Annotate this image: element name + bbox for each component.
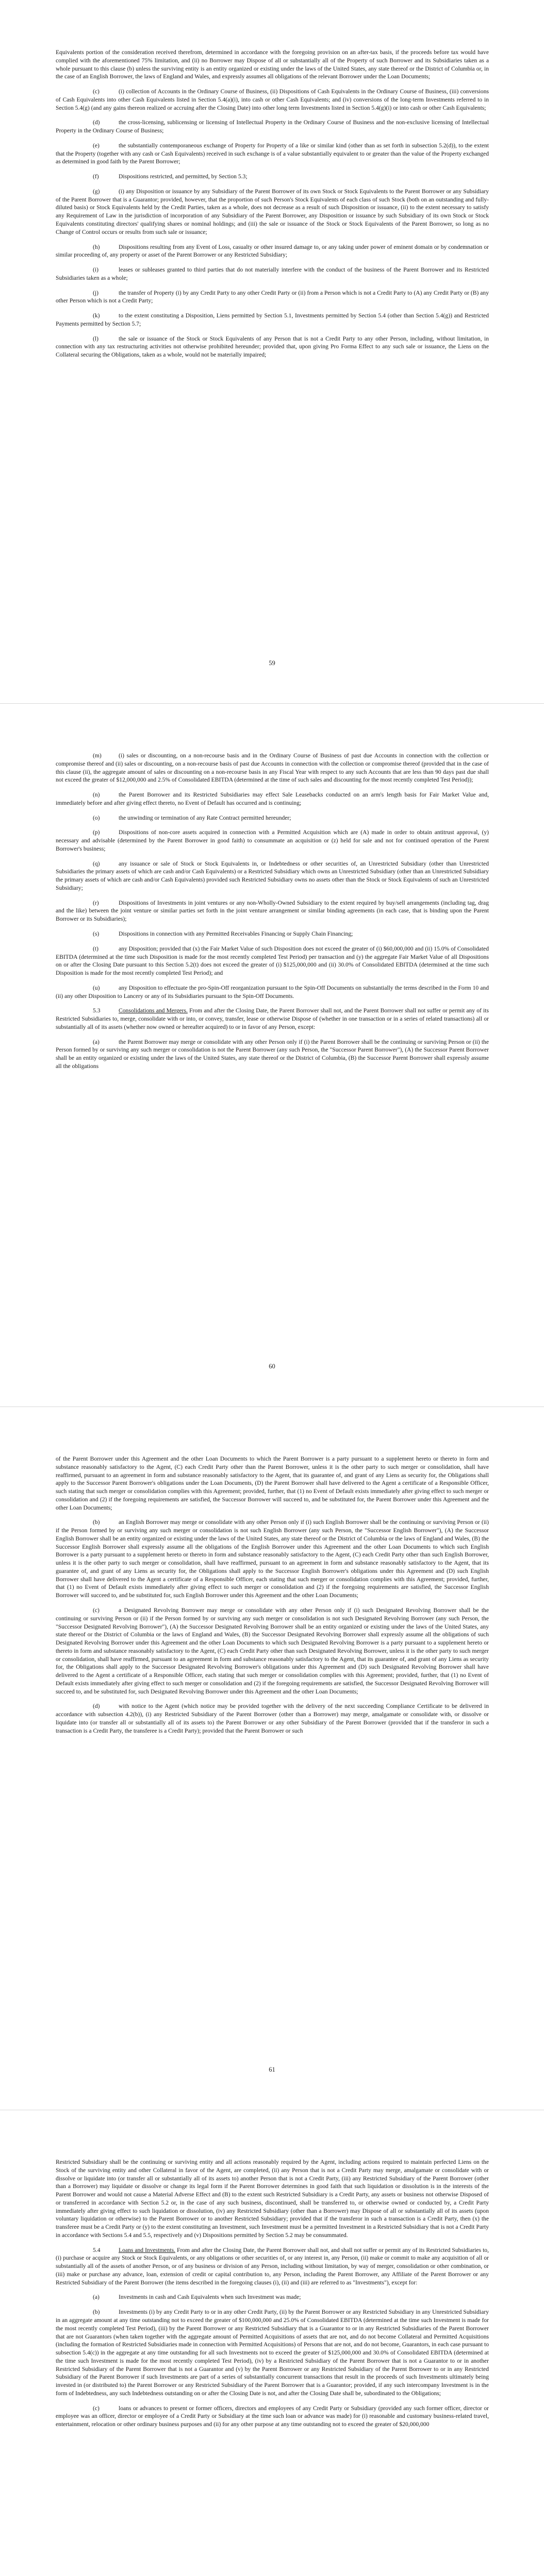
paragraph (56, 142, 489, 166)
clause-label: (r) (93, 899, 99, 906)
clause-label: (g) (93, 188, 100, 195)
paragraph-text: the Parent Borrower may merge or consolidate with any other Person only if (i) the Parent Borrower shall be the continuing or surviving Person or (ii) the Person formed by or surviving any such merger or consolidation is not the Parent Borrower (any such Person, the "Successor Parent Borrower"), (A) the Successor Parent Borrower shall be an entity organized or existing under the laws of the United States, any state thereof or the District of Columbia, (B) the Successor Parent Borrower shall expressly assume all the obligations (56, 1038, 489, 1070)
paragraph (56, 899, 489, 923)
document-page (0, 1406, 544, 2110)
section-heading: Consolidations and Mergers. (119, 1007, 188, 1014)
paragraph-text: From and after the Closing Date, the Parent Borrower shall not, and the Parent Borrower shall not suffer or permit any of its Restricted Subsidiaries to, merge, consolidate with or into, or convey, transfer, lease or otherwise Dispose of (whether in one transaction or in a series of related transactions) all or substantially all of its assets (whether now owned or hereafter acquired) to or in favor of any Person, except: (56, 1007, 489, 1030)
paragraph-text: the Parent Borrower and its Restricted Subsidiaries may effect Sale Leasebacks conducted on an arm's length basis for Fair Market Value and, immediately before and after giving effect thereto, no Event of Default has occurred and is continuing; (56, 791, 489, 806)
document-page (0, 0, 544, 703)
paragraph-text: to the extent constituting a Disposition, Liens permitted by Section 5.1, Investments permitted by Section 5.4 (other than Section 5.4(g)) and Restricted Payments permitted by Section 5.7; (56, 312, 489, 327)
paragraph (56, 48, 489, 81)
clause-label: (p) (93, 829, 100, 836)
section-heading: Loans and Investments. (119, 2246, 175, 2253)
page-content (56, 48, 489, 641)
clause-label: (m) (93, 752, 102, 759)
page-number: 60 (269, 1363, 275, 1370)
paragraph (56, 1606, 489, 1696)
paragraph-text: of the Parent Borrower under this Agreement and the other Loan Documents to which the Parent Borrower is a party pursuant to a supplement hereto or thereto in form and substance reasonably satisfactory to the Agent, (C) each Credit Party other than the Parent Borrower, unless it is the other party to such merger or consolidation, shall have reaffirmed, pursuant to an agreement in form and substance reasonably satisfactory to the Agent, that its guarantee of, and grant of any Liens as security for, the Obligations shall apply to the Successor Parent Borrower's obligations under the Loan Documents, (D) the Parent Borrower shall have delivered to the Agent a certificate of a Responsible Officer, such stating that such merger or consolidation complies with this Agreement; provided, further, that (1) no Event of Default exists immediately after giving effect to such merger or consolidation and (2) if the foregoing requirements are satisfied, the Successor Borrower will succeed to, and be substituted for, the Parent Borrower under this Agreement and the other Loan Documents; (56, 1455, 489, 1511)
paragraph (56, 2246, 489, 2287)
paragraph-text: the sale or issuance of the Stock or Stock Equivalents of any Person that is not a Credit Party to any other Person, including, without limitation, in connection with any tax restructuring activities not otherwise prohibited hereunder; provided that, upon giving Pro Forma Effect to any such sale or issuance, the Liens on the Collateral securing the Obligations, taken as a whole, would not be materially impaired; (56, 335, 489, 359)
paragraph-text: with notice to the Agent (which notice may be provided together with the delivery of the next succeeding Compliance Certificate to be delivered in accordance with subsection 4.2(b)), (i) any Restricted Subsidiary of the Parent Borrower (other than a Borrower) may merge, amalgamate or consolidate with, or dissolve or liquidate into (or transfer all or substantially all of its assets to) the Parent Borrower or any other Subsidiary of the Parent Borrower (provided that if the transferor in such a transaction is a Credit Party, the transferee is a Credit Party); provided that the Parent Borrower or such (56, 1703, 489, 1734)
paragraph (56, 828, 489, 853)
clause-label: (a) (93, 2294, 100, 2301)
clause-label: (j) (93, 289, 98, 296)
clause-label: (f) (93, 173, 99, 180)
page-divider (0, 703, 544, 704)
paragraph (56, 335, 489, 359)
document-page (0, 2110, 544, 2576)
paragraph (56, 984, 489, 1001)
clause-label: (c) (93, 88, 100, 95)
paragraph-text: the cross-licensing, sublicensing or licensing of Intellectual Property in the Ordinary Course of Business and the non-exclusive licensing of Intellectual Property in the Ordinary Course of Business; (56, 119, 489, 134)
paragraph-text: the transfer of Property (i) by any Credit Party to any other Credit Party or (ii) from a Person which is not a Credit Party to (A) any Credit Party or (B) any other Person which is not a Credit Party; (56, 289, 489, 304)
paragraph-text: the unwinding or termination of any Rate Contract permitted hereunder; (119, 814, 291, 821)
page-number: 59 (269, 659, 275, 667)
paragraph-text: (i) sales or discounting, on a non-recourse basis and in the Ordinary Course of Business of past due Accounts in connection with the collection or compromise thereof and (ii) sales or discounting, on a non-recourse basis of past due Accounts in connection with the collection or compromise thereof (provided that in the case of this clause (ii), the aggregate amount of sales or discounting on a non-recourse basis in any Fiscal Year with respect to any such Accounts that are less than 90 days past due shall not exceed the greater of $12,000,000 and 2.5% of Consolidated EBITDA (determined at the time of such sales and discounting for the most recently completed Test Period)); (56, 752, 489, 784)
document-page (0, 703, 544, 1406)
page-content (56, 1455, 489, 2048)
paragraph-text: any Disposition; provided that (x) the Fair Market Value of such Disposition does not exceed the greater of (i) $60,000,000 and (ii) 15.0% of Consolidated EBITDA (determined at the time such Disposition is made for the most recently completed Test Period) per transaction and (y) the aggregate Fair Market Value of all Dispositions on or after the Closing Date pursuant to this Section 5.2(t) does not exceed the greater of (i) $125,000,000 and (ii) 30.0% of Consolidated EBITDA (determined at the time such Disposition is made for the most recently completed Test Period); and (56, 945, 489, 977)
clause-label: (h) (93, 243, 100, 250)
paragraph-text: (i) collection of Accounts in the Ordinary Course of Business, (ii) Dispositions of Cash Equivalents in the Ordinary Course of Business, (iii) conversions of Cash Equivalents into other Cash Equivalents listed in Section 5.4(a)(i), into cash or other Cash Equivalents; and (iv) conversions of the long-term Investments referred to in Section 5.4(g) (and any gains thereon realized or accruing after the Closing Date) into other long term Investments listed in Section 5.4(g)(i) or into cash or other Cash Equivalents; (56, 88, 489, 111)
clause-label: (c) (93, 2404, 100, 2412)
paragraph-text: any issuance or sale of Stock or Stock Equivalents in, or Indebtedness or other securities of, an Unrestricted Subsidiary (other than Unrestricted Subsidiaries the primary assets of which are cash and/or Cash Equivalents) or a Restricted Subsidiary which owns an Unrestricted Subsidiary (other than an Unrestricted Subsidiary the primary assets of which are cash and/or Cash Equivalents) provided such Restricted Subsidiary owns no assets other than the Stock or Stock Equivalents of such an Unrestricted Subsidiary; (56, 860, 489, 891)
clause-label: (e) (93, 142, 100, 149)
page-number: 61 (269, 2066, 275, 2073)
paragraph (56, 188, 489, 236)
paragraph-text: Dispositions in connection with any Permitted Receivables Financing or Supply Chain Financing; (119, 930, 353, 938)
clause-label: (d) (93, 1703, 100, 1710)
paragraph (56, 2158, 489, 2240)
paragraph (56, 312, 489, 328)
paragraph-text: (i) any Disposition or issuance by any Subsidiary of the Parent Borrower of its own Stock or Stock Equivalents to the Parent Borrower or any Subsidiary of the Parent Borrower that is a Guarantor; provided, however, that the proportion of such Person's Stock Equivalents of each class of such Stock (both on an outstanding and fully-diluted basis) or Stock Equivalents held by the Credit Parties, taken as a whole, does not decrease as a result of such Disposition or issuance, (ii) to the extent necessary to satisfy any Requirement of Law in the jurisdiction of incorporation of any Subsidiary of the Parent Borrower, any Disposition or issuance by such Subsidiary of its own Stock or Stock Equivalents constituting directors' qualifying shares or nominal holdings; and (iii) the sale or issuance of the Stock or Stock Equivalents of the Parent Borrower, so long as no Change of Control occurs or results from such sale or issuance; (56, 188, 489, 235)
clause-label: 5.4 (93, 2246, 101, 2253)
clause-label: (u) (93, 984, 100, 991)
paragraph (56, 118, 489, 135)
paragraph (56, 1518, 489, 1600)
paragraph (56, 930, 489, 938)
clause-label: (n) (93, 791, 100, 799)
paragraph (56, 2404, 489, 2429)
paragraph (56, 2293, 489, 2301)
clause-label: (c) (93, 1607, 100, 1614)
paragraph-text: Investments (i) by any Credit Party to or in any other Credit Party, (ii) by the Parent Borrower or any Restricted Subsidiary in any Unrestricted Subsidiary in an aggregate amount at any time outstanding not to exceed the greater of $100,000,000 and 25.0% of Consolidated EBITDA (determined at the time such Investment is made for the most recently completed Test Period), (iii) by the Parent Borrower or any Restricted Subsidiary that is a Guarantor to or in any Restricted Subsidiaries of the Parent Borrower that are not Guarantors (when taken together with the aggregate amount of Permitted Acquisitions of assets that are not, and do not become Collateral and Permitted Acquisitions (including the formation of Restricted Subsidiaries made in connection with Permitted Acquisitions) of Persons that are not, and do not become, Guarantors, in each case pursuant to subsection 5.4(c)) in the aggregate at any time outstanding for all such Investments not to exceed the greater of $125,000,000 and 30.0% of Consolidated EBITDA (determined at the time such Investment is made for the most recently completed Test Period), (iv) by a Restricted Subsidiary of the Parent Borrower that is not a Guarantor to or in another Restricted Subsidiary of the Parent Borrower that is not a Guarantor and (v) by the Parent Borrower or any Restricted Subsidiary of the Parent Borrower to or in any Restricted Subsidiary of the Parent Borrower if such Investments are part of a series of substantially concurrent transactions that result in the proceeds of such Investments ultimately being invested in (or distributed to) the Parent Borrower or any Restricted Subsidiary of the Parent Borrower that is a Guarantor; provided, if any such intercompany Investment is in the form of Indebtedness, any such Indebtedness outstanding on or after the Closing Date is not, and after the Closing Date shall be, subordinated to the Obligations; (56, 2309, 489, 2397)
paragraph-text: an English Borrower may merge or consolidate with any other Person only if (i) such English Borrower shall be the continuing or surviving Person or (ii) if the Person formed by or surviving any such merger or consolidation is not such English Borrower (any such Person, the "Successor English Borrower"), (A) the Successor English Borrower shall be an entity organized or existing under the laws of the United States, any state thereof or the District of Columbia or the laws of England and Wales, (B) the Successor English Borrower shall expressly assume all the obligations of the English Borrower under this Agreement and the other Loan Documents to which such English Borrower is a party pursuant to a supplement hereto or thereto in form and substance reasonably satisfactory to the Agent, (C) each Credit Party other than such English Borrower, unless it is the other party to such merger or consolidation, shall have reaffirmed, pursuant to an agreement in form and substance reasonably satisfactory to the Agent, that its guarantee of, and grant of any Liens as security for, the Obligations shall apply to the Successor English Borrower's obligations under this Agreement and (D) such English Borrower shall have delivered to the Agent a certificate of a Responsible Officer, each stating that such merger or consolidation complies with this Agreement; provided, further, that (1) no Event of Default exists immediately after giving effect to such merger or consolidation and (2) if the foregoing requirements are satisfied, the Successor English Borrower will succeed to, and be substituted for, such English Borrower under this Agreement and the other Loan Documents; (56, 1519, 489, 1599)
clause-label: (b) (93, 1519, 100, 1526)
paragraph-text: Dispositions resulting from any Event of Loss, casualty or other insured damage to, or any taking under power of eminent domain or by condemnation or similar proceeding of, any property or asset of the Parent Borrower or any Restricted Subsidiary; (56, 243, 489, 259)
paragraph-text: loans or advances to present or former officers, directors and employees of any Credit Party or Subsidiary (provided any such former officer, director or employee was an officer, director or employee of a Credit Party or Subsidiary at the time such loan or advance was made) for (i) reasonable and customary business-related travel, entertainment, relocation or other ordinary business purposes and (ii) for any other purpose at any time outstanding not to exceed the greater of $20,000,000 (56, 2404, 489, 2428)
clause-label: 5.3 (93, 1007, 101, 1014)
paragraph-text: From and after the Closing Date, the Parent Borrower shall not, and shall not suffer or permit any of its Restricted Subsidiaries to, (i) purchase or acquire any Stock or Stock Equivalents, or any obligations or other securities of, or any interest in, any Person, (ii) make or commit to make any acquisition of all or substantially all of the assets of another Person, or of any business or division of any Person, including without limitation, by way of merger, consolidation or other combination, or (iii) make or purchase any advance, loan, extension of credit or capital contribution to, any Person, including the Parent Borrower, any Affiliate of the Parent Borrower or any Restricted Subsidiary of the Parent Borrower (the items described in the foregoing clauses (i), (ii) and (iii) are referred to as "Investments"), except for: (56, 2246, 489, 2286)
paragraph (56, 289, 489, 306)
clause-label: (t) (93, 945, 98, 952)
paragraph (56, 88, 489, 112)
paragraph (56, 752, 489, 784)
page-content (56, 2158, 489, 2576)
paragraph (56, 1007, 489, 1031)
paragraph (56, 1455, 489, 1512)
paragraph (56, 814, 489, 822)
clause-label: (i) (93, 266, 98, 274)
clause-label: (d) (93, 119, 100, 126)
paragraph-text: Dispositions of non-core assets acquired in connection with a Permitted Acquisition which are (A) made in order to obtain antitrust approval, (y) necessary and advisable (determined by the Parent Borrower in good faith) to consummate an acquisition or (z) held for sale and not for continued operation of the Parent Borrower's business; (56, 829, 489, 852)
paragraph (56, 173, 489, 181)
paragraph (56, 2308, 489, 2397)
paragraph (56, 243, 489, 260)
clause-label: (o) (93, 814, 100, 821)
clause-label: (l) (93, 335, 98, 342)
page-divider (0, 1406, 544, 1407)
clause-label: (q) (93, 860, 100, 867)
clause-label: (k) (93, 312, 100, 319)
paragraph-text: the substantially contemporaneous exchange of Property for Property of a like or similar kind (other than as set forth in subsection 5.2(d)), to the extent that the Property (together with any cash or Cash Equivalents) received in such exchange is of a value substantially equivalent to or greater than the value of the Property exchanged as determined in good faith by the Parent Borrower; (56, 142, 489, 165)
paragraph (56, 945, 489, 977)
paragraph-text: any Disposition to effectuate the pro-Spin-Off reorganization pursuant to the Spin-Off Documents on substantially the terms described in the Form 10 and (ii) any other Disposition to Lancery or any of its Subsidiaries pursuant to the Spin-Off Documents. (56, 984, 489, 999)
clause-label: (b) (93, 2309, 100, 2316)
paragraph-text: Equivalents portion of the consideration received therefrom, determined in accordance with the foregoing provision on an after-tax basis, if the proceeds before tax would have complied with the aforementioned 75% limitation, and (ii) no Borrower may Dispose of all or substantially all of the Property of such Borrower and its Subsidiaries taken as a whole pursuant to this clause (b) unless the surviving entity is an entity organized or existing under the laws of the United States, any state thereof or the District of Columbia or, in the case of an English Borrower, the laws of England and Wales, and expressly assumes all obligations of the relevant Borrower under the Loan Documents; (56, 49, 489, 80)
paragraph-text: Investments in cash and Cash Equivalents when such Investment was made; (119, 2294, 301, 2301)
paragraph-text: Restricted Subsidiary shall be the continuing or surviving entity and all actions reasonably required by the Agent, including actions required to maintain perfected Liens on the Stock of the surviving entity and other Collateral in favor of the Agent, are completed, (ii) any Person that is not a Credit Party may merge, amalgamate or consolidate with or dissolve or liquidate into (or transfer all or substantially all of its assets to) another Person that is not a Credit Party, (iii) any Restricted Subsidiary of the Parent Borrower (other than a Borrower) may liquidate or dissolve or change its legal form if the Parent Borrower determines in good faith that such liquidation or dissolution is in the interests of the Parent Borrower and would not cause a Material Adverse Effect and (B) to the extent such Restricted Subsidiary is a Credit Party, any assets or business not otherwise Disposed of or transferred in accordance with Section 5.2 or, in the case of any such business, discontinued, shall be transferred to, or otherwise owned or conducted by, a Credit Party immediately after giving effect to such liquidation or dissolution, (iv) any Restricted Subsidiary (other than a Borrower) may Dispose of all or substantially all of its assets (upon voluntary liquidation or otherwise) to the Parent Borrower or to another Restricted Subsidiary; provided that if the transferor in such a transaction is a Credit Party, then (x) the transferee must be a Credit Party or (y) to the extent constituting an Investment, such Investment must be a permitted Investment in a Restricted Subsidiary that is not a Credit Party in accordance with Sections 5.4 and 5.5, respectively and (v) Dispositions permitted by Section 5.2 may be consummated. (56, 2159, 489, 2239)
paragraph-text: leases or subleases granted to third parties that do not materially interfere with the conduct of the business of the Parent Borrower and its Restricted Subsidiaries taken as a whole; (56, 266, 489, 281)
page-content (56, 752, 489, 1345)
paragraph-text: a Designated Revolving Borrower may merge or consolidate with any other Person only if (i) such Designated Revolving Borrower shall be the continuing or surviving Person or (ii) if the Person formed by or surviving any such merger or consolidation is not such Designated Revolving Borrower (any such Person, the "Successor Designated Revolving Borrower"), (A) the Successor Designated Revolving Borrower shall be an entity organized or existing under the laws of the United States, any state thereof or the District of Columbia or the laws of England and Wales, (B) the Successor Designated Revolving Borrower shall expressly assume all the obligations of such Designated Revolving Borrower under this Agreement and the other Loan Documents to which such Designated Revolving Borrower is a party pursuant to a supplement hereto or thereto in form and substance reasonably satisfactory to the Agent, (C) each Credit Party other than such Designated Revolving Borrower, unless it is the other party to such merger or consolidation, shall have reaffirmed, pursuant to an agreement in form and substance reasonably satisfactory to the Agent, that its guarantee of, and grant of any Liens as security for, the Obligations shall apply to the Successor Designated Revolving Borrower's obligations under this Agreement and (D) such Designated Revolving Borrower shall have delivered to the Agent a certificate of a Responsible Officer, each stating that such merger or consolidation complies with this Agreement; provided, further, that (1) no Event of Default exists immediately after giving effect to such merger or consolidation and (2) if the foregoing requirements are satisfied, the Successor Designated Revolving Borrower will succeed to, and be substituted for, such Designated Revolving Borrower under this Agreement and the other Loan Documents; (56, 1607, 489, 1695)
paragraph-text: Dispositions of Investments in joint ventures or any non-Wholly-Owned Subsidiary to the extent required by buy/sell arrangements (including tag, drag and the like) between the joint venture or similar parties set forth in the joint venture arrangement or similar binding agreements (in each case, that is binding upon the Parent Borrower or its Subsidiaries); (56, 899, 489, 923)
paragraph (56, 791, 489, 807)
paragraph (56, 860, 489, 892)
clause-label: (a) (93, 1038, 100, 1045)
clause-label: (s) (93, 930, 100, 938)
paragraph (56, 1702, 489, 1735)
paragraph (56, 1038, 489, 1071)
paragraph (56, 266, 489, 282)
paragraph-text: Dispositions restricted, and permitted, by Section 5.3; (119, 173, 248, 180)
